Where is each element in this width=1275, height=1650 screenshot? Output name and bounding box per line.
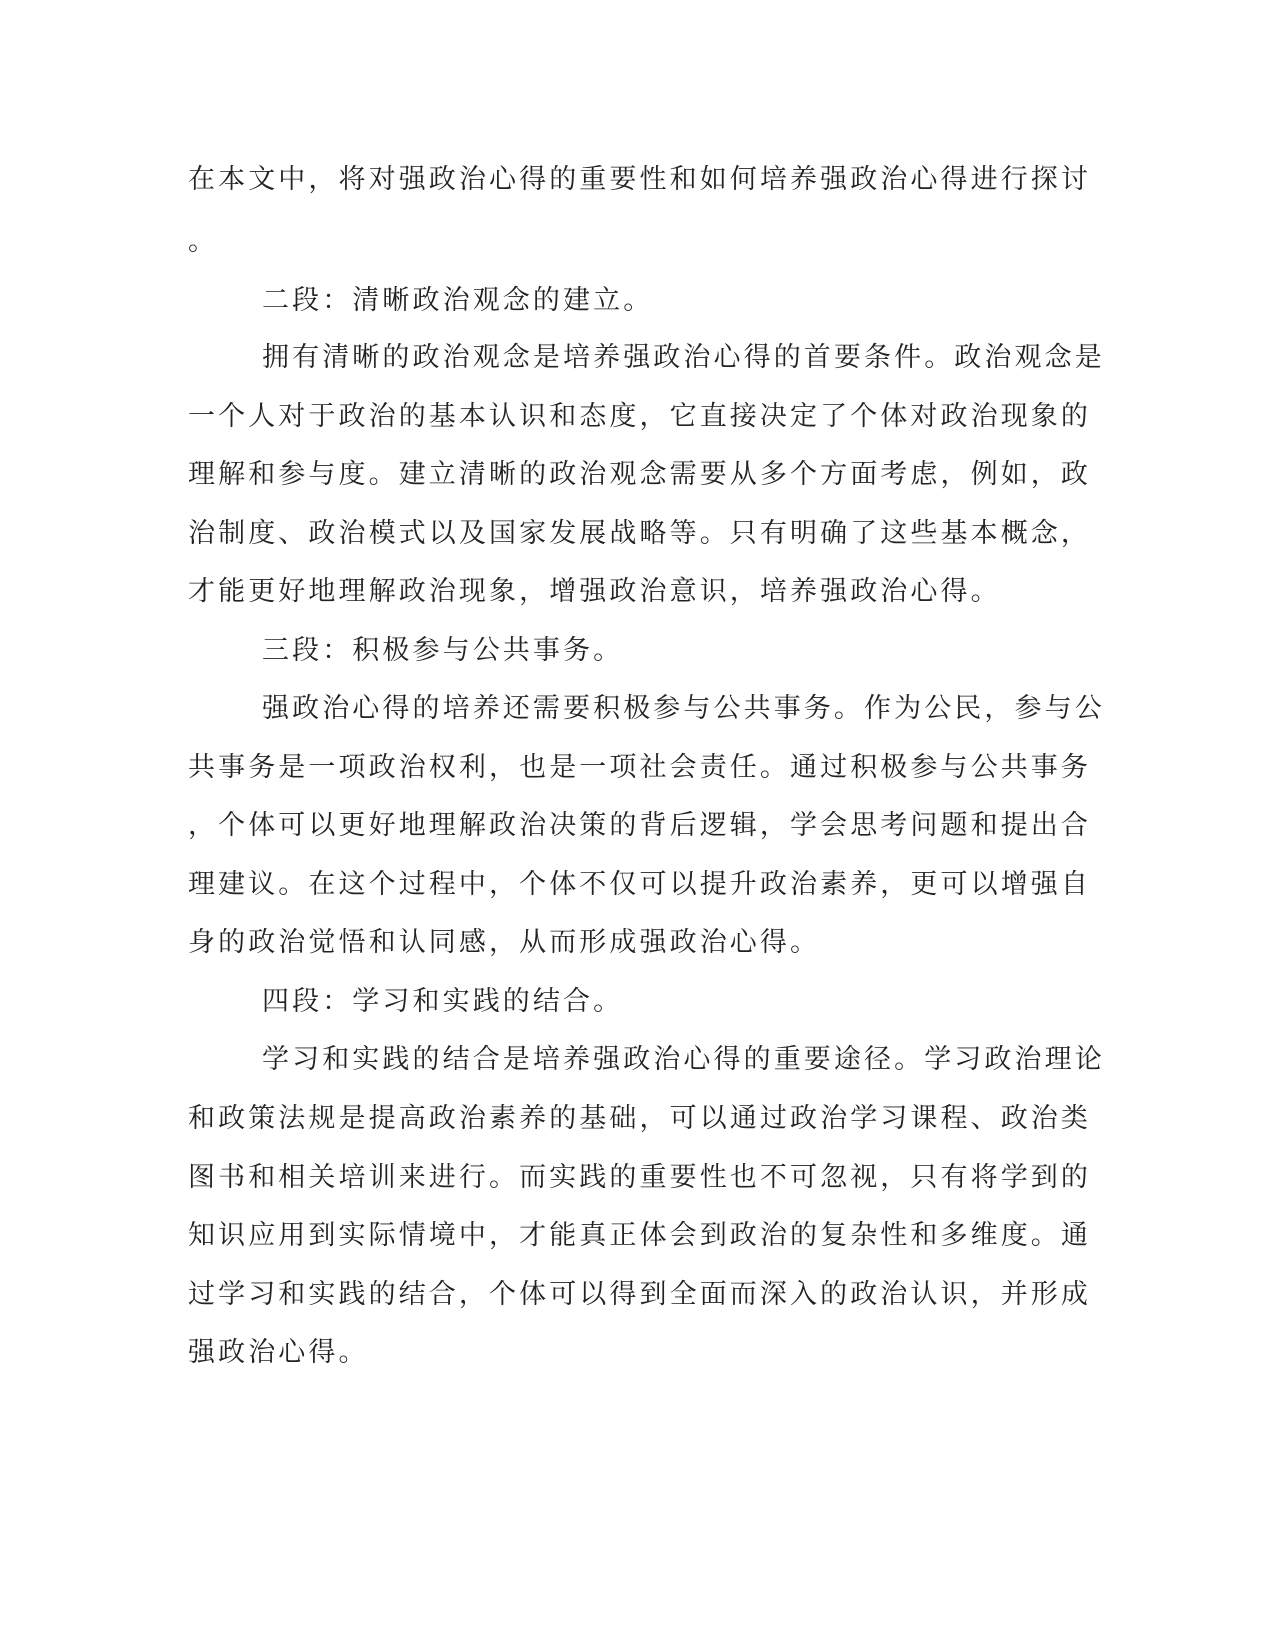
paragraph-first-line: 学习和实践的结合是培养强政治心得的重要途径。学习政治理论	[262, 1044, 1105, 1075]
text-line: 身的政治觉悟和认同感，从而形成强政治心得。	[188, 927, 821, 958]
text-line: 才能更好地理解政治现象，增强政治意识，培养强政治心得。	[188, 576, 1001, 607]
text-line: 共事务是一项政治权利，也是一项社会责任。通过积极参与公共事务	[188, 752, 1091, 783]
text-line: 理解和参与度。建立清晰的政治观念需要从多个方面考虑，例如，政	[188, 459, 1091, 490]
text-line: 图书和相关培训来进行。而实践的重要性也不可忽视，只有将学到的	[188, 1162, 1091, 1193]
section-heading: 三段：积极参与公共事务。	[262, 635, 624, 666]
text-line: 和政策法规是提高政治素养的基础，可以通过政治学习课程、政治类	[188, 1103, 1091, 1134]
section-heading: 二段：清晰政治观念的建立。	[262, 285, 654, 316]
text-line: ，个体可以更好地理解政治决策的背后逻辑，学会思考问题和提出合	[188, 810, 1091, 841]
text-line: 过学习和实践的结合，个体可以得到全面而深入的政治认识，并形成	[188, 1279, 1091, 1310]
paragraph-first-line: 拥有清晰的政治观念是培养强政治心得的首要条件。政治观念是	[262, 342, 1105, 373]
text-line: 一个人对于政治的基本认识和态度，它直接决定了个体对政治现象的	[188, 401, 1091, 432]
text-line: 知识应用到实际情境中，才能真正体会到政治的复杂性和多维度。通	[188, 1220, 1091, 1251]
text-line: 。	[188, 226, 219, 257]
section-heading: 四段：学习和实践的结合。	[262, 986, 624, 1017]
text-line: 治制度、政治模式以及国家发展战略等。只有明确了这些基本概念，	[188, 518, 1091, 549]
text-line: 在本文中，将对强政治心得的重要性和如何培养强政治心得进行探讨	[188, 164, 1091, 195]
text-line: 理建议。在这个过程中，个体不仅可以提升政治素养，更可以增强自	[188, 869, 1091, 900]
paragraph-first-line: 强政治心得的培养还需要积极参与公共事务。作为公民，参与公	[262, 693, 1105, 724]
text-line: 强政治心得。	[188, 1337, 369, 1368]
